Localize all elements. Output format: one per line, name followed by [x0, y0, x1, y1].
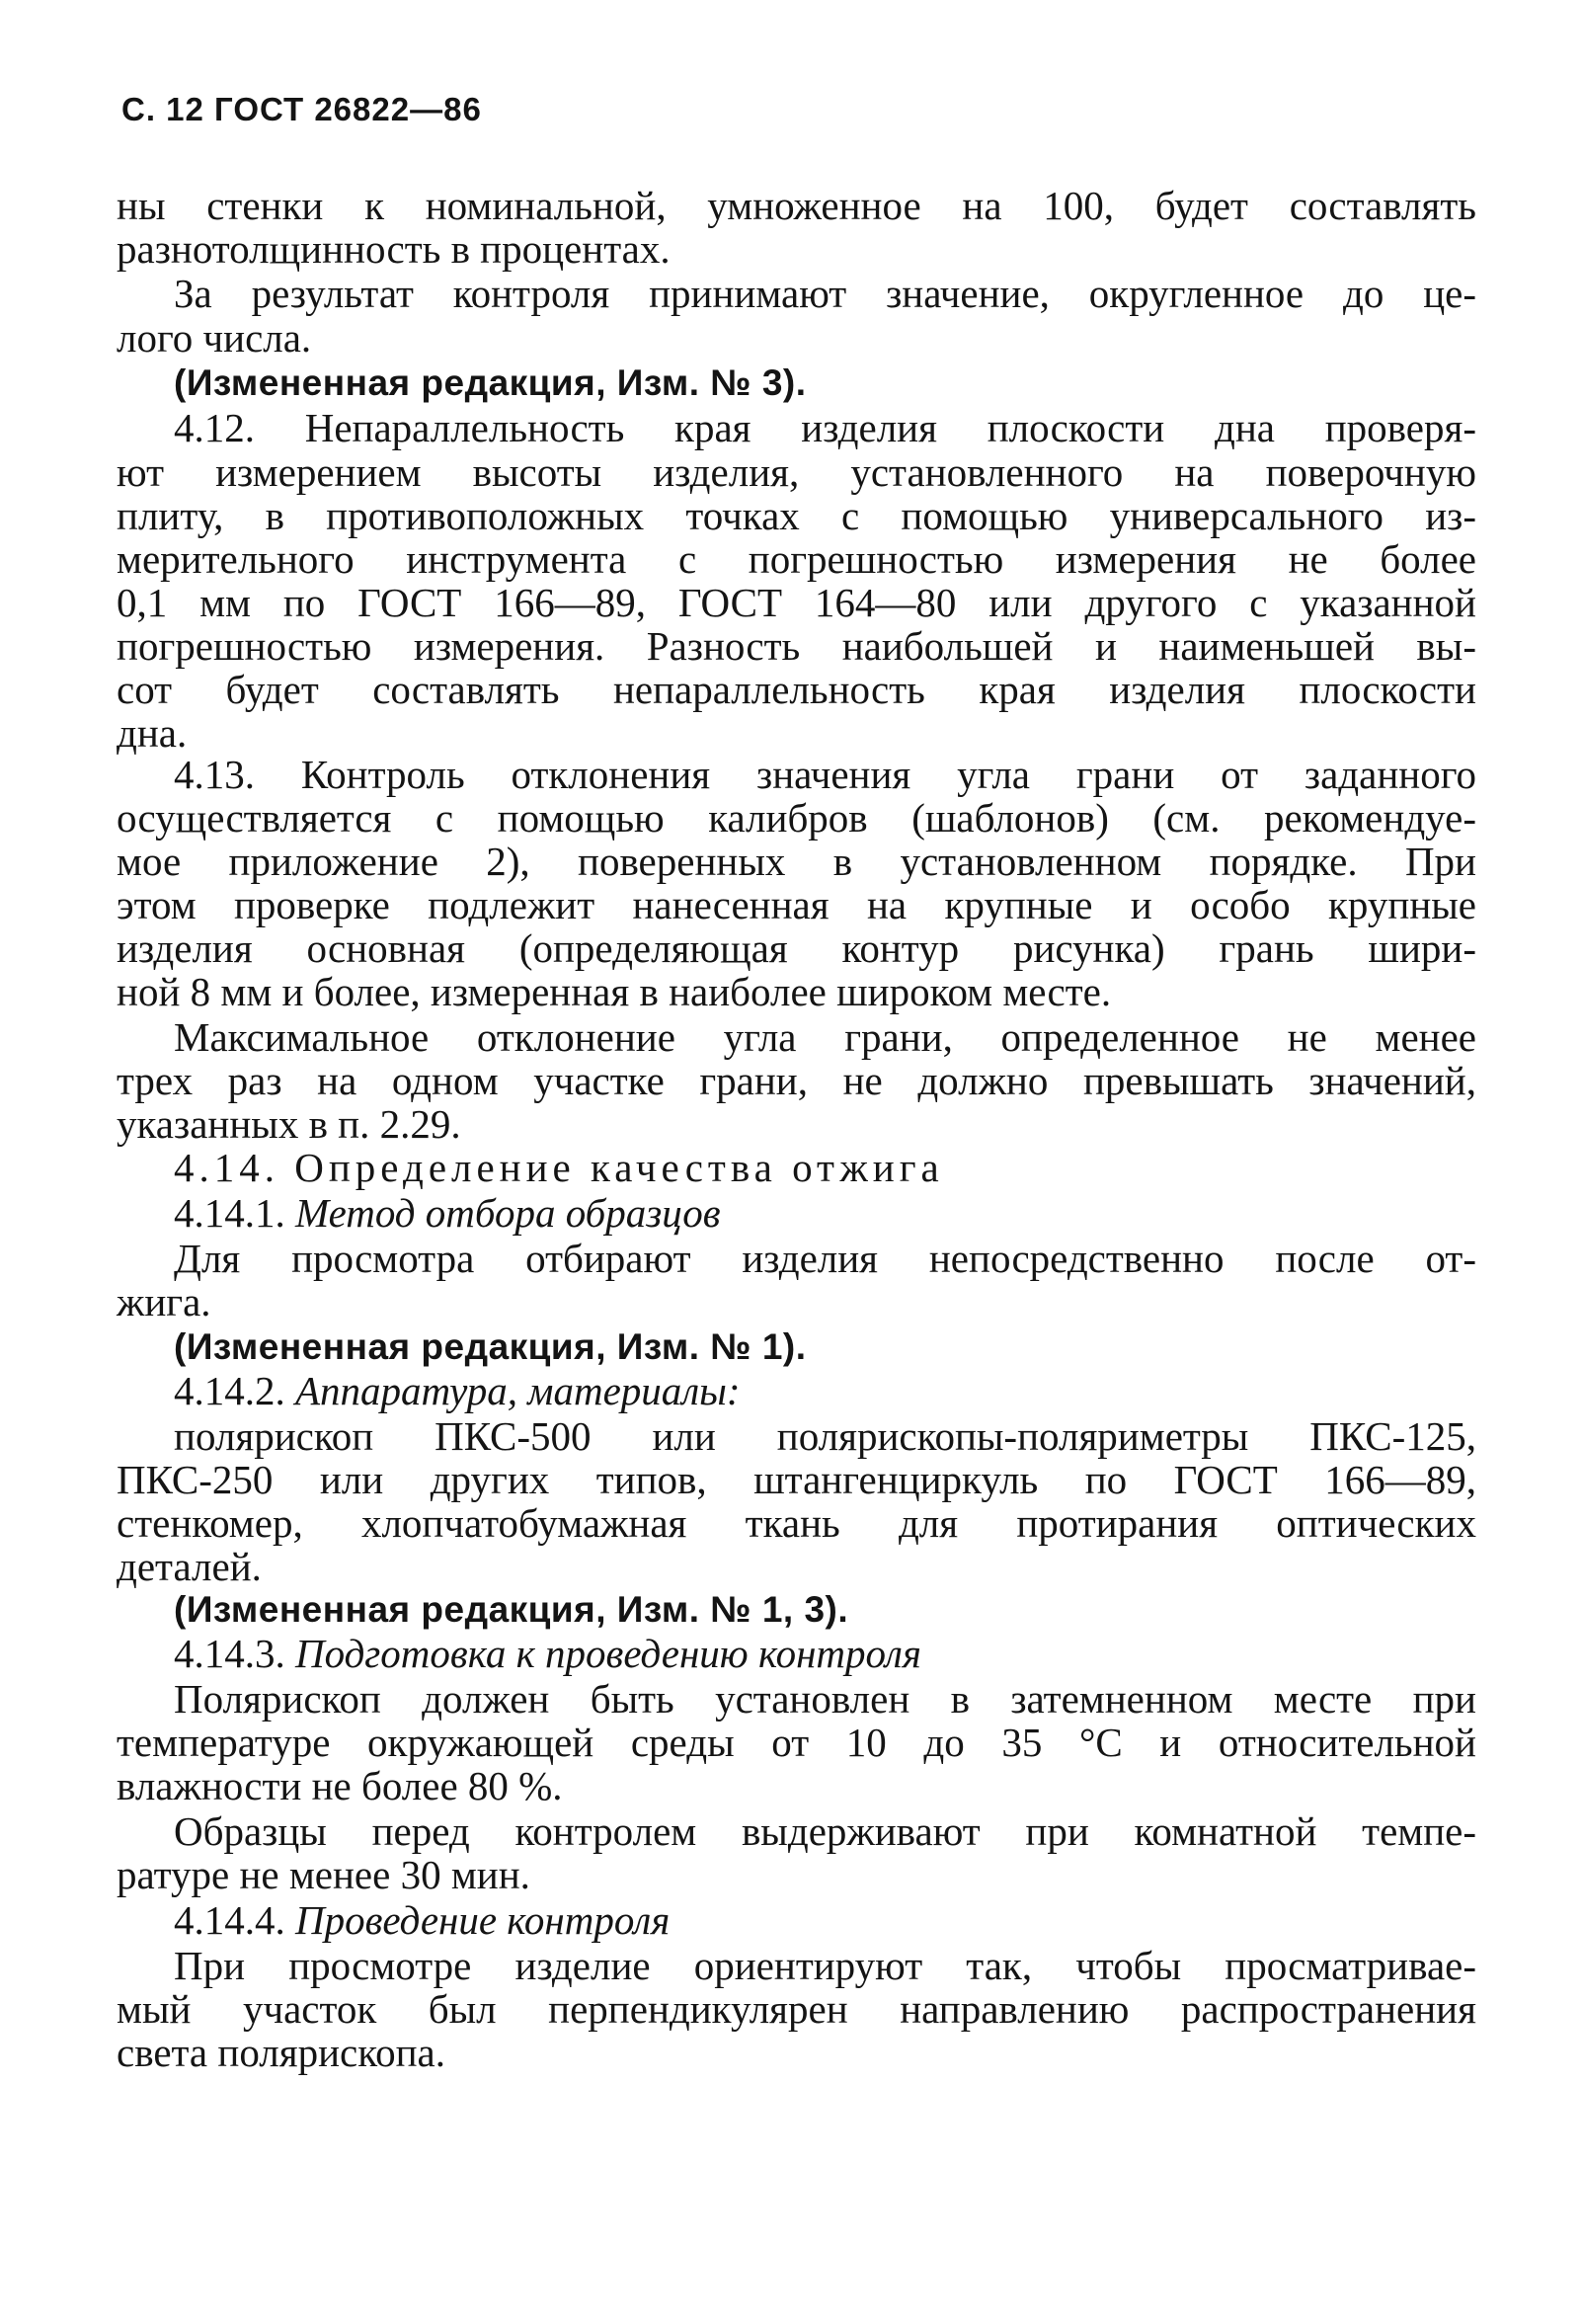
clause-number: 4.14.3.	[174, 1631, 295, 1676]
text-line: изделия основная (определяющая контур рисунка) грань шири-	[117, 925, 1476, 971]
text-line: Для просмотра отбирают изделия непосредственно после от-	[174, 1236, 1476, 1281]
clause-4-14-2	[174, 1369, 1476, 1412]
text-line: сот будет составлять непараллельность края изделия плоскости	[117, 667, 1476, 712]
clause-4-14-heading-text: 4.14. Определение качества отжига	[174, 1145, 944, 1190]
text-line: света полярископа.	[117, 2030, 445, 2075]
text-line: стенкомер, хлопчатобумажная ткань для протирания оптических	[117, 1500, 1476, 1546]
text-line: За результат контроля принимают значение, округленное до це-	[174, 271, 1476, 316]
text-line: жига.	[117, 1279, 211, 1324]
clause-title: Аппаратура, материалы:	[295, 1368, 741, 1413]
text-line: ратуре не менее 30 мин.	[117, 1852, 530, 1897]
clause-4-12: 4.12. Непараллельность края изделия плоскости дна проверя-	[174, 405, 1476, 450]
text-line: мый участок был перпендикулярен направлению распространения	[117, 1986, 1476, 2032]
text-line: Максимальное отклонение угла грани, определенное не менее	[174, 1014, 1476, 1060]
clause-number: 4.14.1.	[174, 1190, 295, 1236]
text-line: мерительного инструмента с погрешностью измерения не более	[117, 536, 1476, 582]
clause-4-14-1	[174, 1191, 1476, 1235]
text-line: дна.	[117, 710, 188, 756]
text-line: ют измерением высоты изделия, установленного на поверочную	[117, 449, 1476, 495]
page-header: С. 12 ГОСТ 26822—86	[121, 91, 482, 127]
clause-title: Проведение контроля	[295, 1897, 671, 1943]
text-line: ПКС-250 или других типов, штангенциркуль по ГОСТ 166—89,	[117, 1457, 1476, 1502]
text-line: влажности не более 80 %.	[117, 1763, 563, 1808]
text-line: этом проверке подлежит нанесенная на крупные и особо крупные	[117, 882, 1476, 927]
text-line: При просмотре изделие ориентируют так, чтобы просматривае-	[174, 1943, 1476, 1988]
amendment-note: (Измененная редакция, Изм. № 1).	[174, 1326, 807, 1367]
text-line: трех раз на одном участке грани, не должно превышать значений,	[117, 1058, 1476, 1103]
clause-4-14-heading	[174, 1146, 1476, 1189]
text-line: осуществляется с помощью калибров (шаблонов) (см. рекомендуе-	[117, 795, 1476, 841]
text-line: температуре окружающей среды от 10 до 35 °С и относительной	[117, 1720, 1476, 1765]
text-line: разнотолщинность в процентах.	[117, 226, 671, 272]
text-line: деталей.	[117, 1544, 262, 1589]
clause-title: Метод отбора образцов	[295, 1190, 721, 1236]
clause-number: 4.14.2.	[174, 1368, 295, 1413]
amendment-note: (Измененная редакция, Изм. № 1, 3).	[174, 1589, 849, 1630]
text-line: мое приложение 2), поверенных в установленном порядке. При	[117, 839, 1476, 884]
clause-number: 4.14.4.	[174, 1897, 295, 1943]
text-line: плиту, в противоположных точках с помощью универсального из-	[117, 493, 1476, 538]
clause-title: Подготовка к проведению контроля	[295, 1631, 921, 1676]
clause-4-14-4	[174, 1898, 1476, 1942]
text-line: 0,1 мм по ГОСТ 166—89, ГОСТ 164—80 или другого с указанной	[117, 580, 1476, 625]
text-line: ной 8 мм и более, измеренная в наиболее широком месте.	[117, 969, 1112, 1014]
text-line: полярископ ПКС-500 или полярископы-поляриметры ПКС-125,	[174, 1413, 1476, 1459]
clause-4-14-3	[174, 1632, 1476, 1675]
text-line: указанных в п. 2.29.	[117, 1101, 461, 1147]
text-line: лого числа.	[117, 315, 312, 361]
clause-4-13: 4.13. Контроль отклонения значения угла грани от заданного	[174, 752, 1476, 797]
text-line: Образцы перед контролем выдерживают при комнатной темпе-	[174, 1808, 1476, 1854]
text-line: Полярископ должен быть установлен в затемненном месте при	[174, 1676, 1476, 1722]
amendment-note: (Измененная редакция, Изм. № 3).	[174, 362, 807, 403]
text-line: погрешностью измерения. Разность наибольшей и наименьшей вы-	[117, 623, 1476, 669]
text-line: ны стенки к номинальной, умноженное на 100, будет составлять	[117, 183, 1476, 228]
